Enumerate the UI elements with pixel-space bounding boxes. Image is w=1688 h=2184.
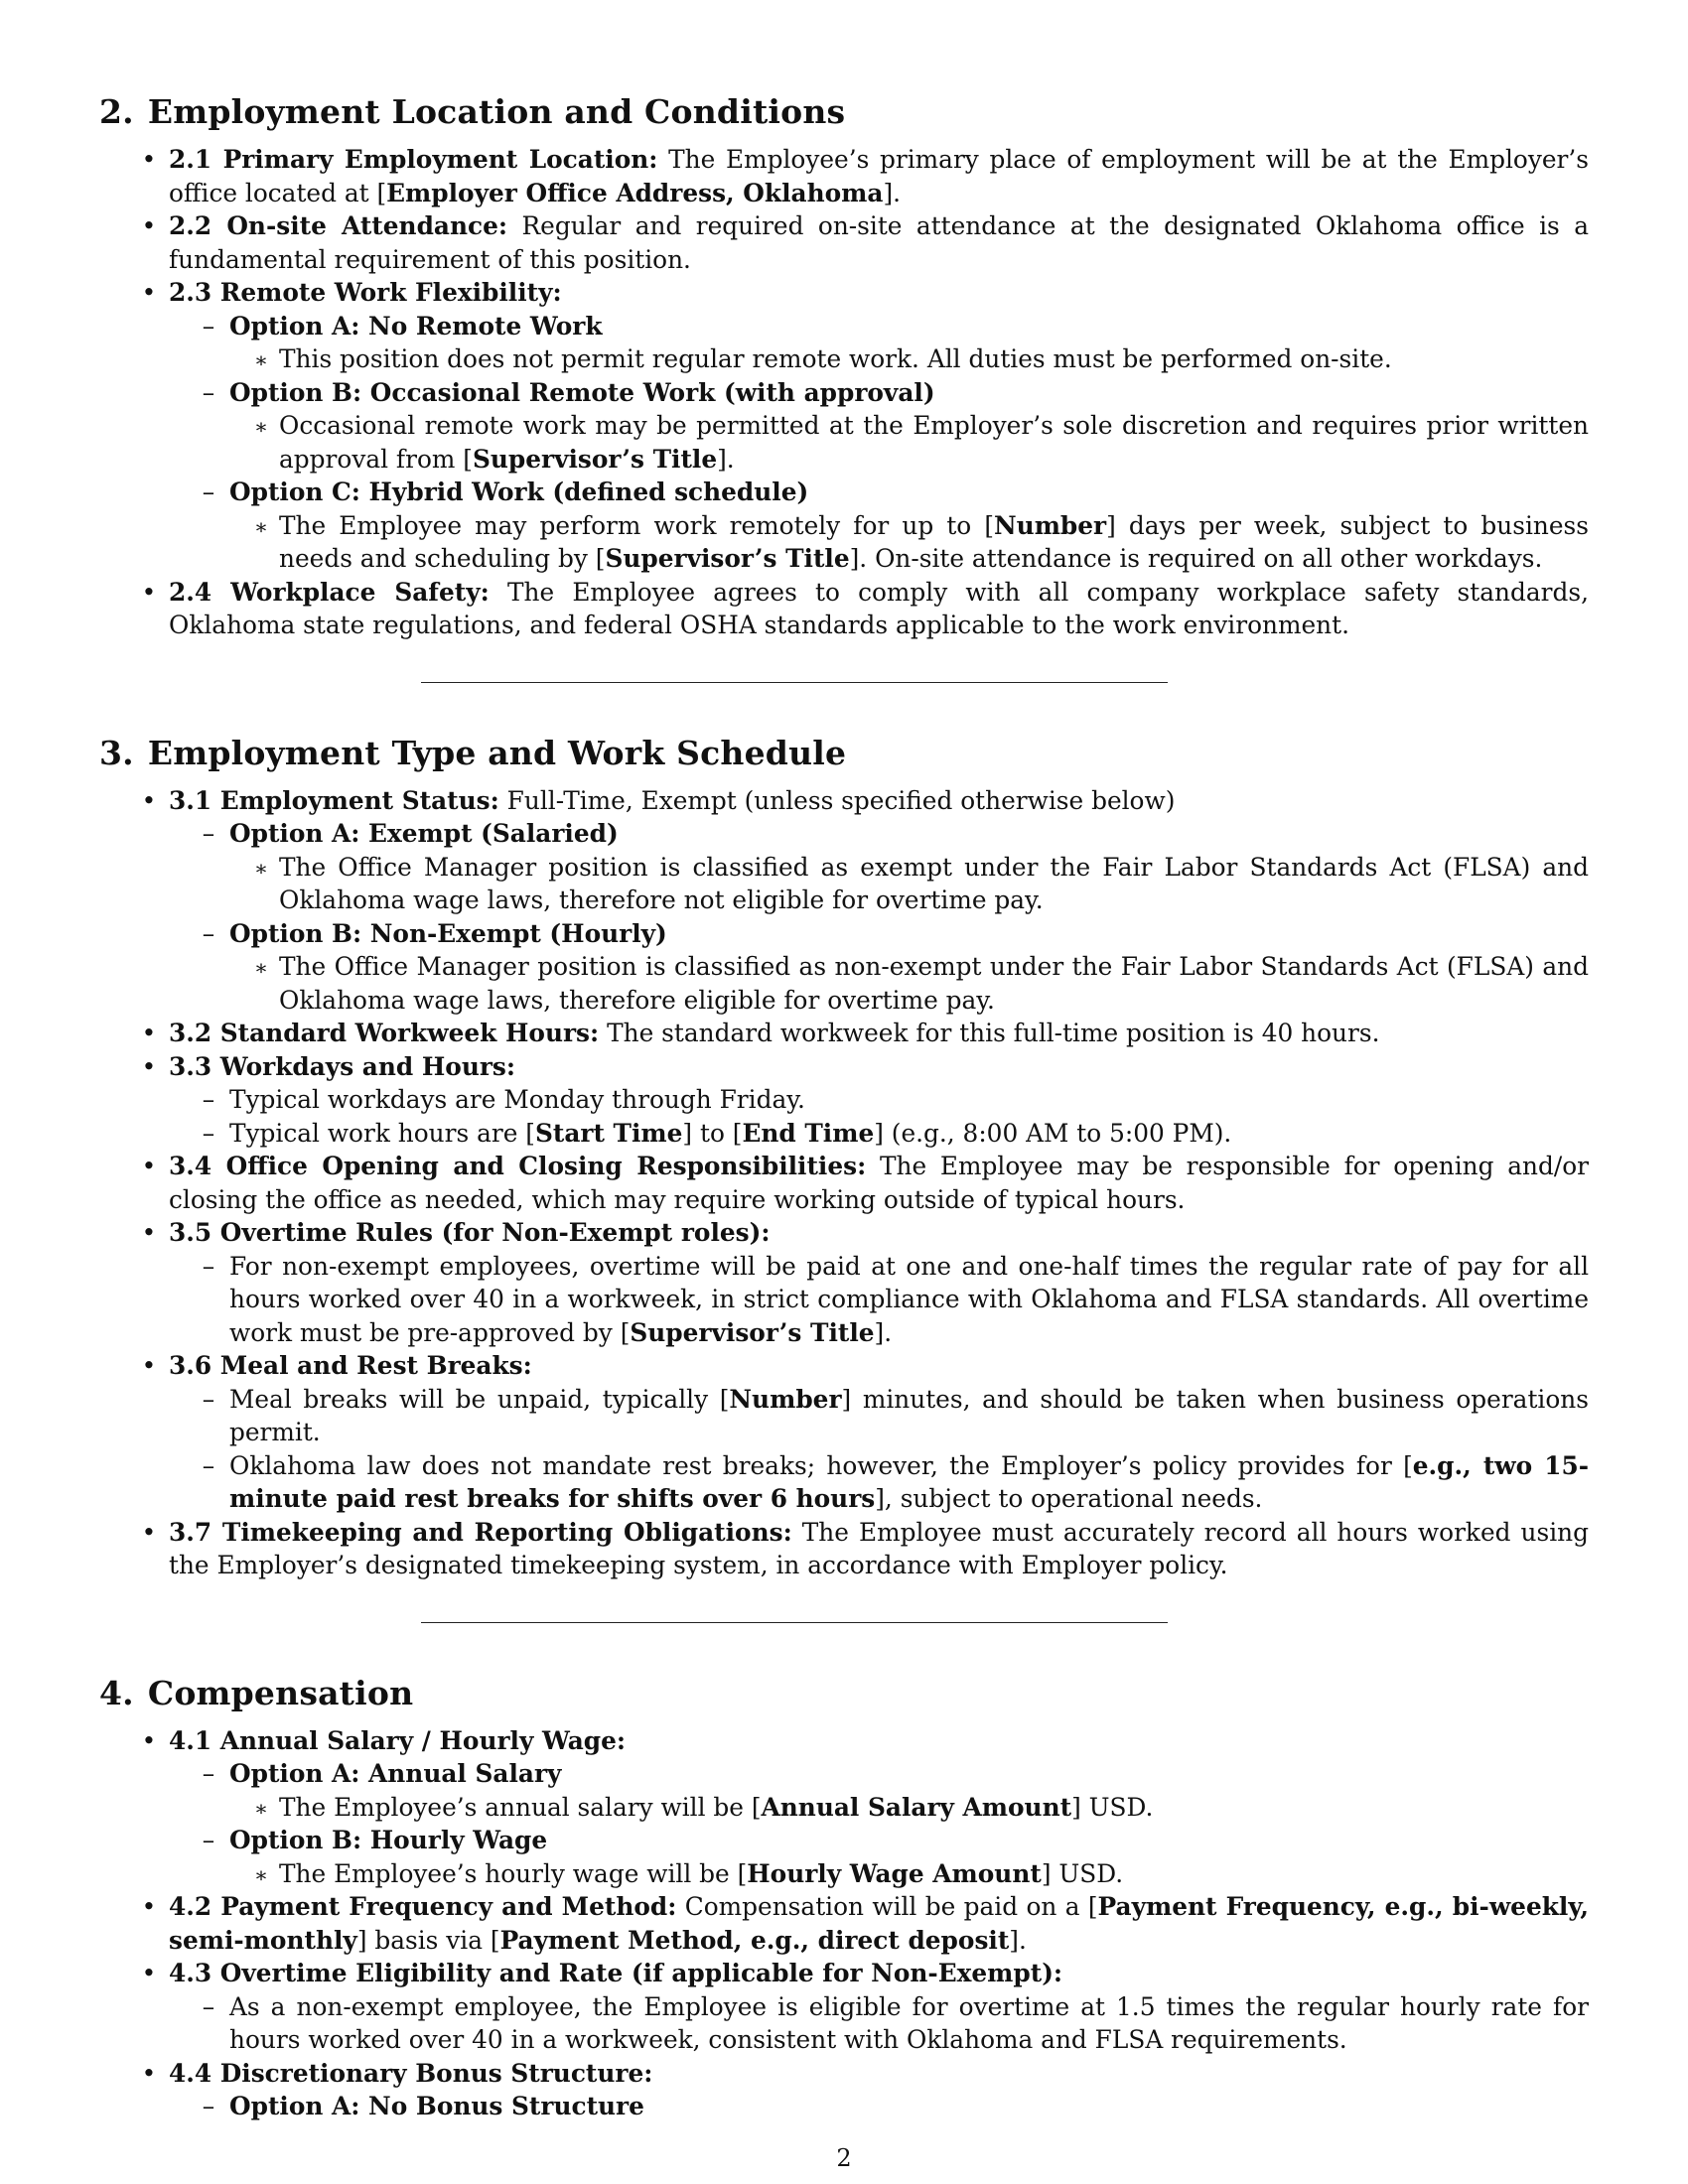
option-list [169, 817, 1589, 1017]
bullet-icon: • [141, 785, 157, 815]
option-detail-list [229, 950, 1589, 1017]
option-item: – Option C: Hybrid Work (defined schedule) ∗ The Employee may perform work remotely for up to [Number] days per week, subject to business needs and scheduling by [Supervisor’s Title]. On-site attendance is required on all other workdays. [169, 476, 1589, 576]
list-item: • 4.2 Payment Frequency and Method: Compensation will be paid on a [Payment Frequency, e.g., bi-weekly, semi-monthly] basis via [Payment Method, e.g., direct deposit]. [99, 1890, 1589, 1957]
option-detail-list [229, 409, 1589, 476]
option-item: – Option B: Occasional Remote Work (with approval) ∗ Occasional remote work may be permitted at the Employer’s sole discretion and requires prior written approval from [Supervisor’s Title]. [169, 376, 1589, 477]
option-list [169, 310, 1589, 576]
section-title: Compensation [147, 1673, 414, 1712]
sub-list [169, 1990, 1589, 2057]
bullet-icon: • [141, 1019, 157, 1047]
list-item: • 2.4 Workplace Safety: The Employee agrees to comply with all company workplace safety standards, Oklahoma state regulations, and federal OSHA standards applicable to the work environment. [99, 576, 1589, 642]
bullet-icon: • [141, 1725, 157, 1755]
list-item: • 2.2 On-site Attendance: Regular and required on-site attendance at the designated Oklahoma office is a fundamental requirement of this position. [99, 209, 1589, 276]
option-detail: ∗ This position does not permit regular remote work. All duties must be performed on-site. [229, 342, 1589, 376]
list-item: • 3.1 Employment Status: Full-Time, Exempt (unless specified otherwise below) – Option A: Exempt (Salaried) ∗ The Office Manager position is classified as exempt under the Fair Labor Standards Act (FLSA) and Oklahoma wage laws, therefore not eligible for overtime pay. – Option B: Non-Exempt (Hourly) ∗ The Office Manager position is classified as non-exempt under the Fair Labor Standards Act (FLSA) and Oklahoma wage laws, therefore eligible for overtime pay. [99, 784, 1589, 1018]
dash-icon: – [202, 1384, 215, 1414]
option-detail-list [229, 1791, 1589, 1825]
spacer [99, 1623, 1589, 1673]
dash-icon: – [202, 1450, 215, 1480]
list-item: • 2.3 Remote Work Flexibility: – Option A: No Remote Work ∗ This position does not permit regular remote work. All duties must be performed on-site. – Option B: Occasional Remote Work (with approval) ∗ Occasional remote work may be permitted at the Employer’s sole discretion and requires prior written approval from [Supervisor’s Title]. – Option C: Hybrid Work (defined schedule) ∗ The Employee may perform work remotely for up to [Number] days per week, subject to business needs and scheduling by [Supervisor’s Title]. On-site attendance is required on all other workdays. [99, 276, 1589, 576]
sub-list [169, 1383, 1589, 1516]
page-number: 2 [836, 2144, 852, 2172]
bullet-icon: • [141, 2058, 157, 2088]
asterisk-icon: ∗ [253, 348, 269, 372]
dash-icon: – [202, 1991, 215, 2021]
page-content [99, 91, 1589, 2123]
bullet-icon: • [141, 577, 157, 607]
sub-list [169, 1250, 1589, 1350]
sub-item: – Typical workdays are Monday through Friday. [169, 1083, 1589, 1117]
list-item: • 3.7 Timekeeping and Reporting Obligations: The Employee must accurately record all hours worked using the Employer’s designated timekeeping system, in accordance with Employer policy. [99, 1516, 1589, 1582]
section-list [99, 1724, 1589, 2123]
option-detail: ∗ The Employee may perform work remotely for up to [Number] days per week, subject to business needs and scheduling by [Supervisor’s Title]. On-site attendance is required on all other workdays. [229, 509, 1589, 576]
section-divider [421, 682, 1168, 683]
option-detail-list [229, 851, 1589, 917]
section-list [99, 784, 1589, 1582]
asterisk-icon: ∗ [253, 956, 269, 980]
list-item: • 3.2 Standard Workweek Hours: The standard workweek for this full-time position is 40 hours. [99, 1017, 1589, 1050]
option-list [169, 2090, 1589, 2123]
dash-icon: – [202, 2092, 215, 2120]
option-detail: ∗ The Office Manager position is classified as non-exempt under the Fair Labor Standards Act (FLSA) and Oklahoma wage laws, therefore eligible for overtime pay. [229, 950, 1589, 1017]
section-heading: 2. Employment Location and Conditions [99, 92, 846, 131]
list-item: • 3.3 Workdays and Hours: – Typical workdays are Monday through Friday. – Typical work hours are [Start Time] to [End Time] (e.g., 8:00 AM to 5:00 PM). [99, 1050, 1589, 1151]
asterisk-icon: ∗ [253, 1796, 269, 1821]
option-detail-list [229, 509, 1589, 576]
bullet-icon: • [141, 1892, 157, 1921]
option-item: – Option B: Non-Exempt (Hourly) ∗ The Office Manager position is classified as non-exempt under the Fair Labor Standards Act (FLSA) and Oklahoma wage laws, therefore eligible for overtime pay. [169, 917, 1589, 1018]
dash-icon: – [202, 1085, 215, 1114]
list-item: • 3.6 Meal and Rest Breaks: – Meal breaks will be unpaid, typically [Number] minutes, and should be taken when business operations permit. – Oklahoma law does not mandate rest breaks; however, the Employer’s policy provides for [e.g., two 15-minute paid rest breaks for shifts over 6 hours], subject to operational needs. [99, 1349, 1589, 1516]
section-heading: 4. Compensation [99, 1673, 414, 1712]
option-item: – Option A: Annual Salary ∗ The Employee’s annual salary will be [Annual Salary Amount] USD. [169, 1757, 1589, 1824]
bullet-icon: • [141, 278, 157, 307]
option-item: – Option B: Hourly Wage ∗ The Employee’s hourly wage will be [Hourly Wage Amount] USD. [169, 1824, 1589, 1890]
asterisk-icon: ∗ [253, 1862, 269, 1887]
list-item: • 2.1 Primary Employment Location: The Employee’s primary place of employment will be at the Employer’s office located at [Employer Office Address, Oklahoma]. [99, 143, 1589, 209]
dash-icon: – [202, 311, 215, 341]
list-item: • 4.3 Overtime Eligibility and Rate (if applicable for Non-Exempt): – As a non-exempt employee, the Employee is eligible for overtime at 1.5 times the regular hourly rate for hours worked over 40 in a workweek, consistent with Oklahoma and FLSA requirements. [99, 1957, 1589, 2057]
sub-item: – Oklahoma law does not mandate rest breaks; however, the Employer’s policy provides for [e.g., two 15-minute paid rest breaks for shifts over 6 hours], subject to operational needs. [169, 1449, 1589, 1516]
asterisk-icon: ∗ [253, 415, 269, 439]
dash-icon: – [202, 1251, 215, 1281]
dash-icon: – [202, 377, 215, 407]
spacer [99, 683, 1589, 733]
bullet-icon: • [141, 1218, 157, 1247]
list-item: • 4.1 Annual Salary / Hourly Wage: – Option A: Annual Salary ∗ The Employee’s annual salary will be [Annual Salary Amount] USD. – Option B: Hourly Wage ∗ The Employee’s hourly wage will be [Hourly Wage Amount] USD. [99, 1724, 1589, 1891]
dash-icon: – [202, 478, 215, 506]
bullet-icon: • [141, 1517, 157, 1547]
option-detail-list [229, 1857, 1589, 1891]
section-heading: 3. Employment Type and Work Schedule [99, 733, 847, 772]
bullet-icon: • [141, 211, 157, 240]
list-item: • 3.5 Overtime Rules (for Non-Exempt roles): – For non-exempt employees, overtime will be paid at one and one-half times the regular rate of pay for all hours worked over 40 in a workweek, in strict compliance with Oklahoma and FLSA standards. All overtime work must be pre-approved by [Supervisor’s Title]. [99, 1216, 1589, 1349]
dash-icon: – [202, 1118, 215, 1148]
option-detail-list [229, 342, 1589, 376]
section-title: Employment Type and Work Schedule [147, 733, 847, 772]
dash-icon: – [202, 1759, 215, 1788]
dash-icon: – [202, 819, 215, 848]
option-list [169, 1757, 1589, 1890]
list-item: • 4.4 Discretionary Bonus Structure: – Option A: No Bonus Structure [99, 2057, 1589, 2123]
section-list [99, 143, 1589, 642]
sub-item: – Typical work hours are [Start Time] to [End Time] (e.g., 8:00 AM to 5:00 PM). [169, 1117, 1589, 1151]
bullet-icon: • [141, 1959, 157, 1987]
sub-item: – Meal breaks will be unpaid, typically [Number] minutes, and should be taken when business operations permit. [169, 1383, 1589, 1449]
option-item: – Option A: No Bonus Structure [169, 2090, 1589, 2123]
asterisk-icon: ∗ [253, 856, 269, 881]
option-detail: ∗ The Employee’s annual salary will be [Annual Salary Amount] USD. [229, 1791, 1589, 1825]
dash-icon: – [202, 918, 215, 948]
sub-item: – As a non-exempt employee, the Employee is eligible for overtime at 1.5 times the regular hourly rate for hours worked over 40 in a workweek, consistent with Oklahoma and FLSA requirements. [169, 1990, 1589, 2057]
option-detail: ∗ The Employee’s hourly wage will be [Hourly Wage Amount] USD. [229, 1857, 1589, 1891]
section-title: Employment Location and Conditions [147, 92, 846, 131]
asterisk-icon: ∗ [253, 514, 269, 539]
bullet-icon: • [141, 1351, 157, 1380]
bullet-icon: • [141, 145, 157, 174]
option-detail: ∗ Occasional remote work may be permitted at the Employer’s sole discretion and requires prior written approval from [Supervisor’s Title]. [229, 409, 1589, 476]
list-item: • 3.4 Office Opening and Closing Responsibilities: The Employee may be responsible for opening and/or closing the office as needed, which may require working outside of typical hours. [99, 1150, 1589, 1216]
sub-list [169, 1083, 1589, 1150]
dash-icon: – [202, 1826, 215, 1854]
section-divider [421, 1622, 1168, 1623]
bullet-icon: • [141, 1152, 157, 1180]
sub-item: – For non-exempt employees, overtime will be paid at one and one-half times the regular rate of pay for all hours worked over 40 in a workweek, in strict compliance with Oklahoma and FLSA standards. All overtime work must be pre-approved by [Supervisor’s Title]. [169, 1250, 1589, 1350]
option-item: – Option A: No Remote Work ∗ This position does not permit regular remote work. All duties must be performed on-site. [169, 310, 1589, 376]
bullet-icon: • [141, 1051, 157, 1081]
option-item: – Option A: Exempt (Salaried) ∗ The Office Manager position is classified as exempt under the Fair Labor Standards Act (FLSA) and Oklahoma wage laws, therefore not eligible for overtime pay. [169, 817, 1589, 917]
option-detail: ∗ The Office Manager position is classified as exempt under the Fair Labor Standards Act (FLSA) and Oklahoma wage laws, therefore not eligible for overtime pay. [229, 851, 1589, 917]
